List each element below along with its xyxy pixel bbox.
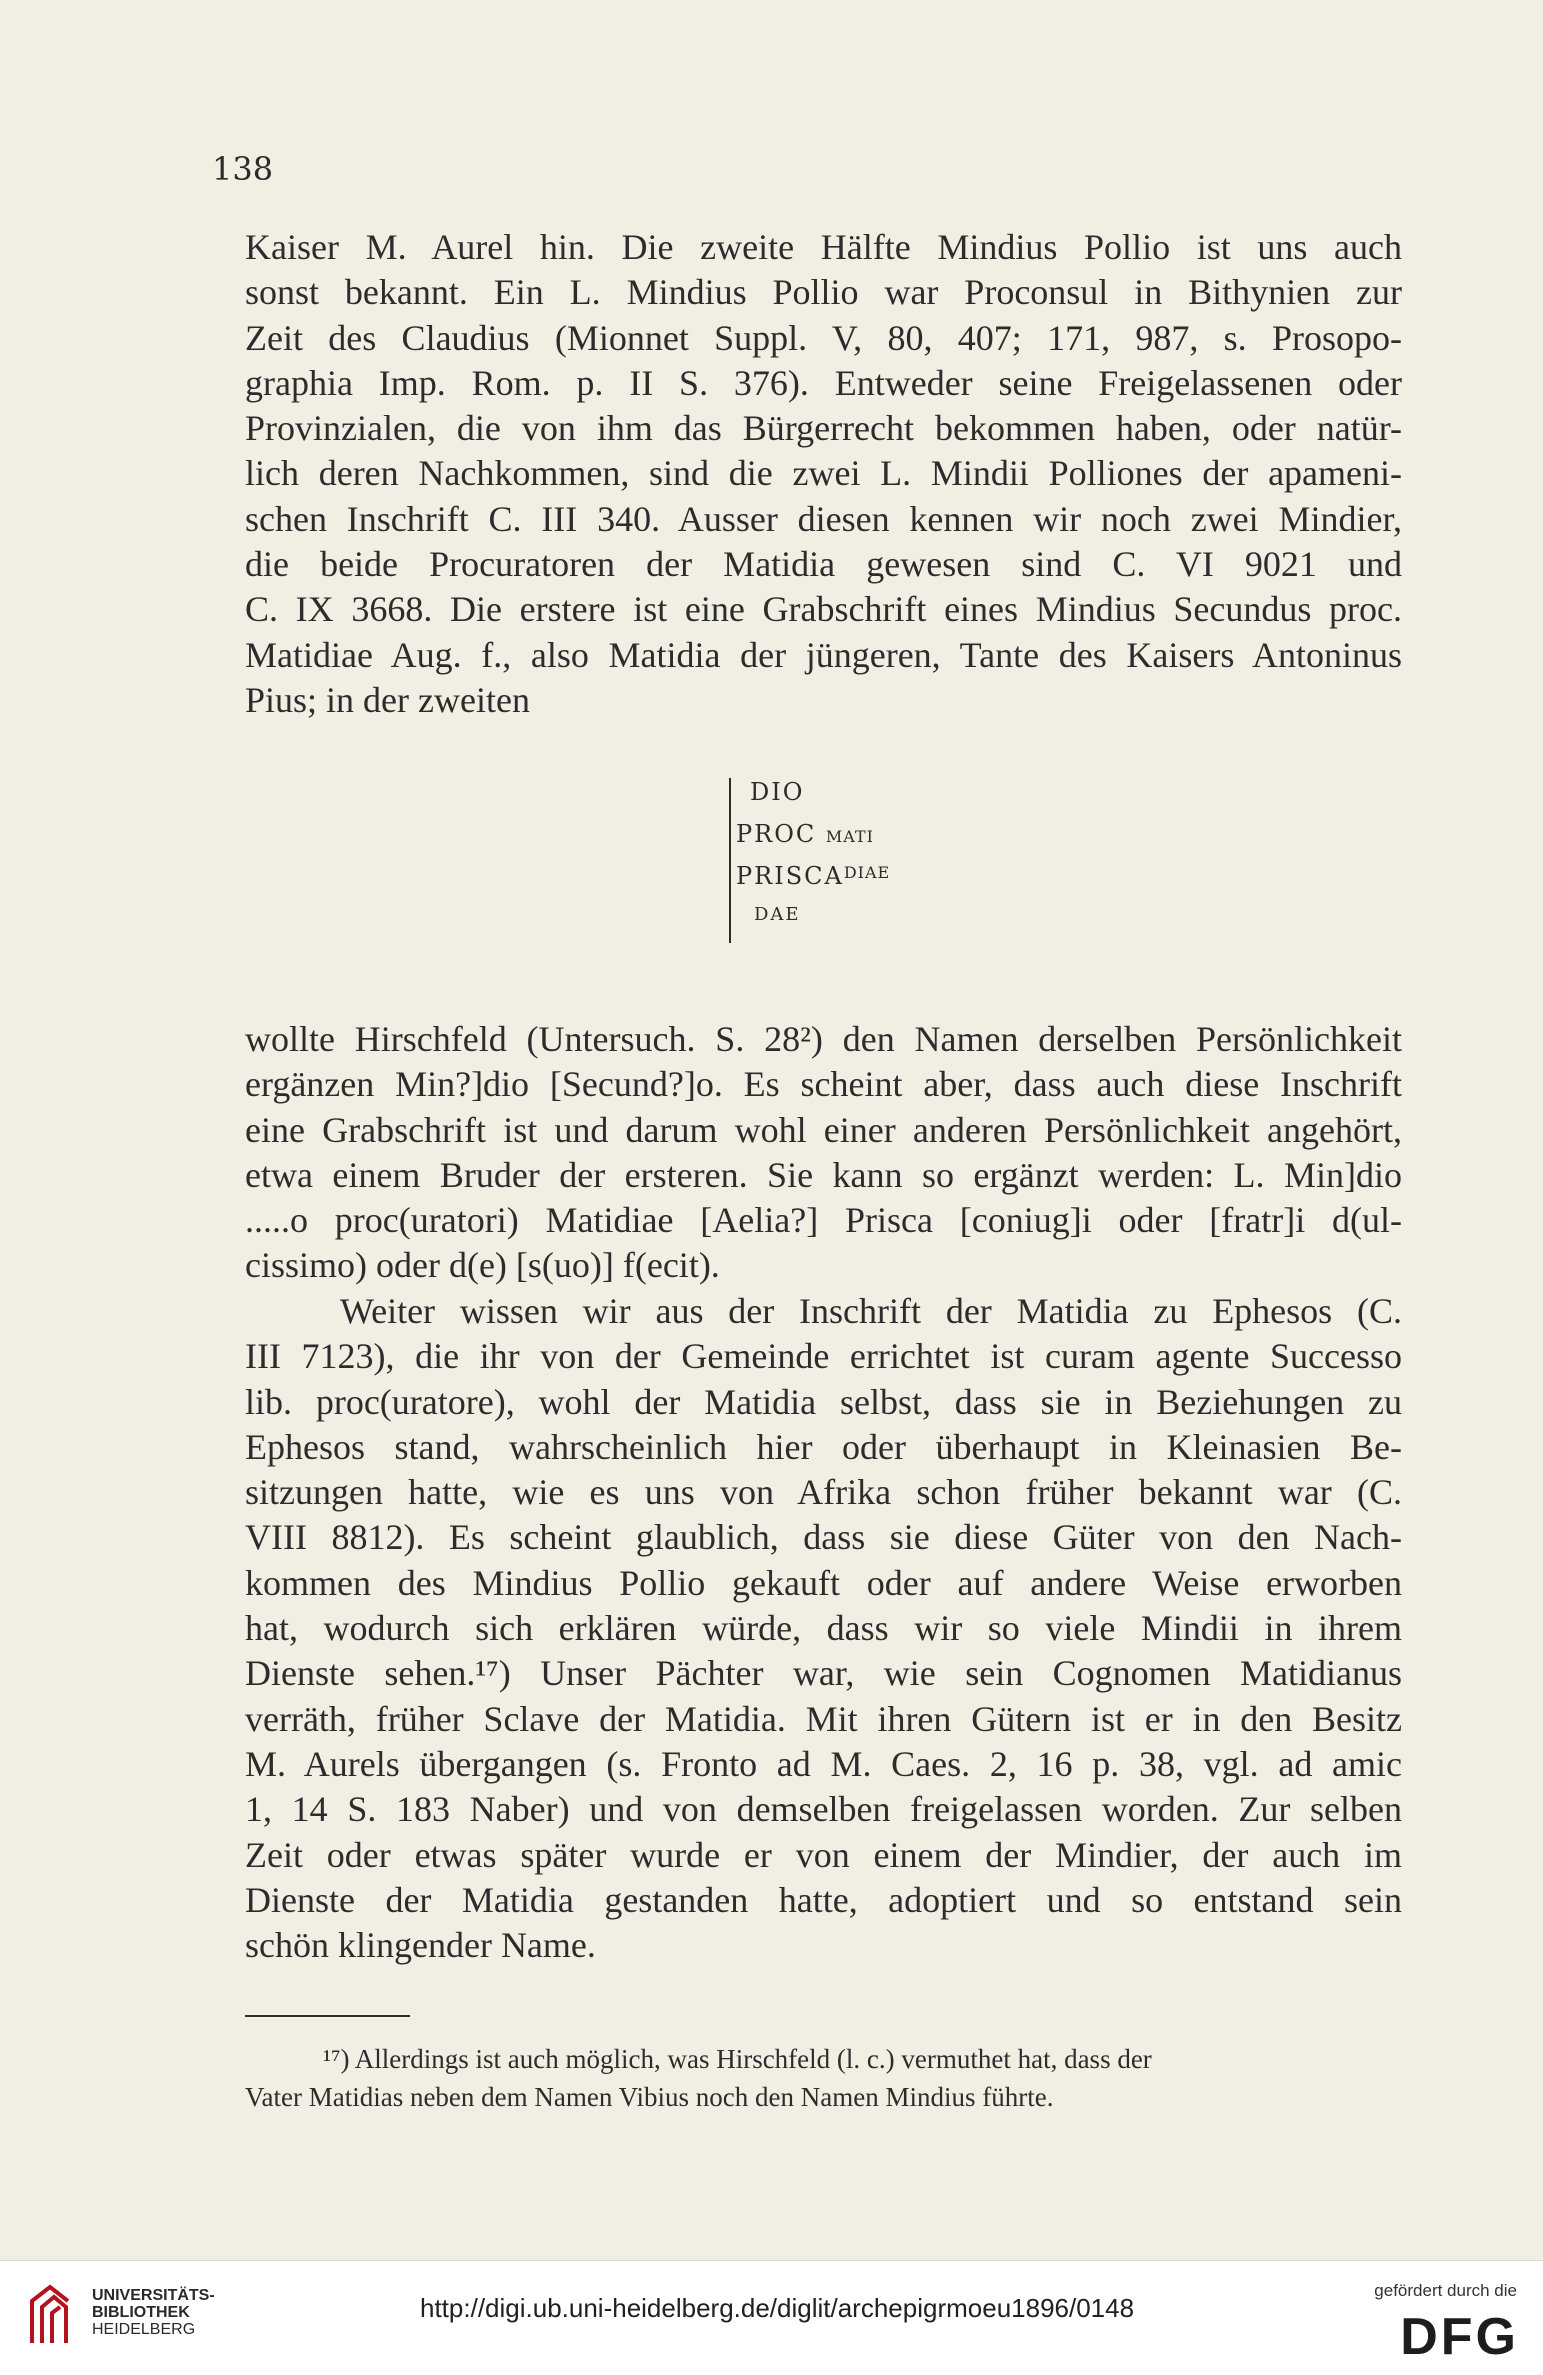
inscription-line-1: DIO — [750, 778, 805, 806]
paragraph-3 — [245, 1289, 1402, 1968]
text-line: Weiter wissen wir aus der Inschrift der Matidia zu Ephesos (C. — [340, 1291, 1402, 1331]
funding-label: gefördert durch die — [1374, 2281, 1517, 2300]
text-line: schen Inschrift C. III 340. Ausser diesen kennen wir noch zwei Mindier, — [245, 498, 1402, 539]
text-line: III 7123), die ihr von der Gemeinde errichtet ist curam agente Successo — [245, 1336, 1402, 1377]
text-line: lib. proc(uratore), wohl der Matidia selbst, dass sie in Beziehungen zu — [245, 1381, 1402, 1422]
text-line: eine Grabschrift ist und darum wohl einer anderen Persönlichkeit angehört, — [245, 1109, 1402, 1150]
text-line: Matidiae Aug. f., also Matidia der jüngeren, Tante des Kaisers Antoninus — [245, 634, 1402, 675]
library-line-3: HEIDELBERG — [92, 2321, 196, 2338]
inscription-line-3-small: DIAE — [843, 863, 891, 882]
text-line: Dienste sehen.¹⁷) Unser Pächter war, wie sein Cognomen Matidianus — [245, 1653, 1402, 1694]
text-line: Ephesos stand, wahrscheinlich hier oder überhaupt in Kleinasien Be- — [245, 1426, 1402, 1467]
inscription-line-4: DAE — [754, 904, 801, 925]
dfg-logo: DFG — [1400, 2308, 1519, 2366]
text-line: etwa einem Bruder der ersteren. Sie kann so ergänzt werden: L. Min]dio — [245, 1154, 1402, 1195]
footnote-line: ¹⁷) Allerdings ist auch möglich, was Hirschfeld (l. c.) vermuthet hat, dass der — [323, 2044, 1152, 2074]
text-line: Kaiser M. Aurel hin. Die zweite Hälfte Mindius Pollio ist uns auch — [245, 227, 1402, 267]
text-line: Provinzialen, die von ihm das Bürgerrecht bekommen haben, oder natür- — [245, 408, 1402, 449]
viewer-footer — [0, 2260, 1543, 2375]
text-line: verräth, früher Sclave der Matidia. Mit ihren Gütern ist er in den Besitz — [245, 1698, 1402, 1739]
text-line: sonst bekannt. Ein L. Mindius Pollio war Proconsul in Bithynien zur — [245, 272, 1402, 313]
text-line: wollte Hirschfeld (Untersuch. S. 28²) den Namen derselben Persönlichkeit — [245, 1019, 1402, 1059]
text-line: lich deren Nachkommen, sind die zwei L. Mindii Polliones der apameni- — [245, 453, 1402, 494]
text-line: .....o proc(uratori) Matidiae [Aelia?] Prisca [coniug]i oder [fratr]i d(ul- — [245, 1200, 1402, 1241]
text-line: Pius; in der zweiten — [245, 679, 530, 720]
library-line-2: BIBLIOTHEK — [92, 2304, 190, 2321]
text-line: Zeit oder etwas später wurde er von einem der Mindier, der auch im — [245, 1834, 1402, 1875]
library-line-1: UNIVERSITÄTS- — [92, 2287, 215, 2304]
footnote-rule — [245, 2015, 410, 2017]
text-line: Zeit des Claudius (Mionnet Suppl. V, 80, 407; 171, 987, s. Prosopo- — [245, 317, 1402, 358]
footnote — [245, 2040, 1402, 2116]
inscription-line-2-small: MATI — [825, 827, 874, 846]
paragraph-1 — [245, 225, 1402, 723]
inscription-line-2-main: PROC — [736, 820, 817, 848]
text-line: cissimo) oder d(e) [s(uo)] f(ecit). — [245, 1245, 720, 1286]
library-name — [92, 2287, 215, 2338]
text-line: sitzungen hatte, wie es uns von Afrika schon früher bekannt war (C. — [245, 1472, 1402, 1513]
text-line: M. Aurels übergangen (s. Fronto ad M. Caes. 2, 16 p. 38, vgl. ad amic — [245, 1743, 1402, 1784]
text-line: die beide Procuratoren der Matidia gewesen sind C. VI 9021 und — [245, 544, 1402, 585]
inscription-bracket — [729, 778, 734, 943]
inscription-line-2 — [736, 820, 874, 848]
paragraph-2 — [245, 1017, 1402, 1289]
text-line: ergänzen Min?]dio [Secund?]o. Es scheint aber, dass auch diese Inschrift — [245, 1064, 1402, 1105]
text-line: kommen des Mindius Pollio gekauft oder auf andere Weise erworben — [245, 1562, 1402, 1603]
library-logo-icon — [24, 2281, 84, 2351]
text-line: graphia Imp. Rom. p. II S. 376). Entweder seine Freigelassenen oder — [245, 362, 1402, 403]
text-line: Dienste der Matidia gestanden hatte, adoptiert und so entstand sein — [245, 1879, 1402, 1920]
page-number: 138 — [212, 150, 274, 188]
text-line: C. IX 3668. Die erstere ist eine Grabschrift eines Mindius Secundus proc. — [245, 589, 1402, 630]
inscription-line-3 — [736, 862, 890, 890]
text-line: VIII 8812). Es scheint glaublich, dass sie diese Güter von den Nach- — [245, 1517, 1402, 1558]
text-line: hat, wodurch sich erklären würde, dass wir so viele Mindii in ihrem — [245, 1608, 1402, 1649]
inscription-line-3-main: PRISCA — [736, 862, 844, 890]
text-line: schön klingender Name. — [245, 1925, 596, 1966]
permalink-url[interactable]: http://digi.ub.uni-heidelberg.de/diglit/archepigrmoeu1896/0148 — [420, 2293, 1135, 2323]
footnote-line: Vater Matidias neben dem Namen Vibius noch den Namen Mindius führte. — [245, 2082, 1054, 2112]
text-line: 1, 14 S. 183 Naber) und von demselben freigelassen worden. Zur selben — [245, 1789, 1402, 1830]
inscription-figure — [724, 770, 944, 950]
